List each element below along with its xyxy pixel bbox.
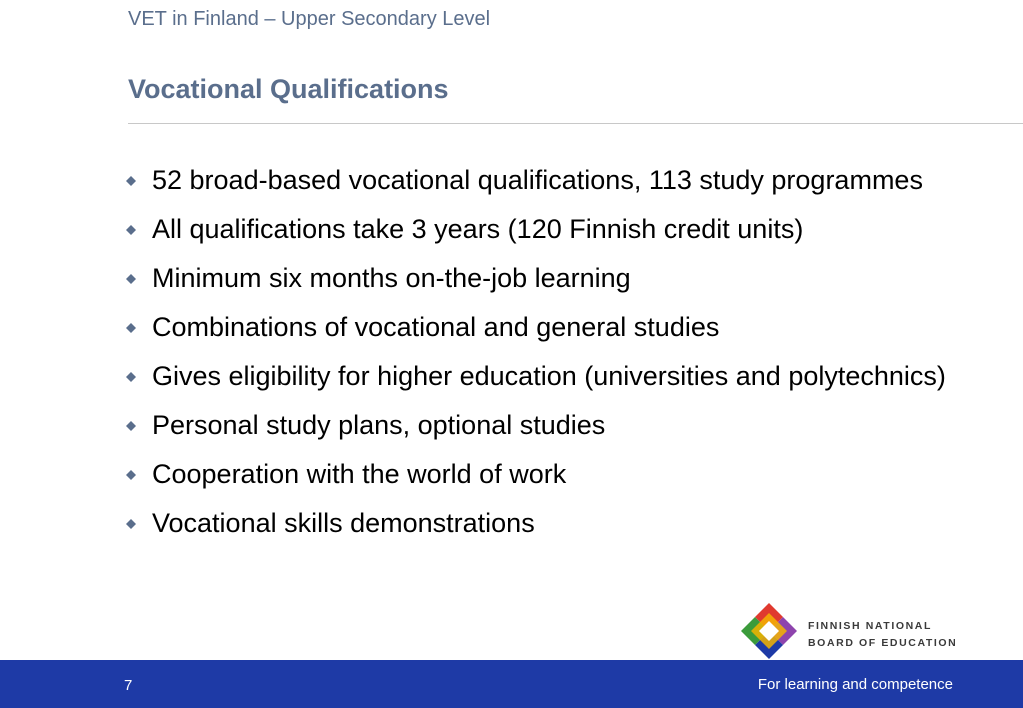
diamond-icon	[126, 372, 136, 382]
logo-text	[808, 618, 957, 652]
bullet-text: Vocational skills demonstrations	[152, 508, 535, 538]
logo-line-1: FINNISH NATIONAL	[808, 620, 932, 632]
bullet-text: All qualifications take 3 years (120 Finnish credit units)	[152, 214, 804, 244]
bullet-item	[124, 411, 1004, 440]
footer-tagline: For learning and competence	[757, 676, 953, 693]
diamond-icon	[126, 274, 136, 284]
page-number: 7	[124, 677, 133, 694]
logo-diamond-icon	[740, 602, 798, 660]
bullet-text: Personal study plans, optional studies	[152, 410, 606, 440]
bullet-text: 52 broad-based vocational qualifications, 113 study programmes	[152, 165, 923, 195]
bullet-list	[124, 166, 1004, 558]
bullet-item	[124, 460, 1004, 489]
diamond-icon	[126, 421, 136, 431]
bullet-item	[124, 362, 1004, 391]
slide-title: Vocational Qualifications	[128, 74, 449, 104]
diamond-icon	[126, 519, 136, 529]
bullet-text: Gives eligibility for higher education (universities and polytechnics)	[152, 361, 946, 391]
bullet-item	[124, 509, 1004, 538]
bullet-item	[124, 166, 1004, 195]
bullet-text: Minimum six months on-the-job learning	[152, 263, 631, 293]
diamond-icon	[126, 225, 136, 235]
board-of-education-logo	[740, 602, 960, 660]
bullet-text: Cooperation with the world of work	[152, 459, 567, 489]
diamond-icon	[126, 176, 136, 186]
slide-top-heading: VET in Finland – Upper Secondary Level	[128, 8, 491, 30]
bullet-text: Combinations of vocational and general studies	[152, 312, 720, 342]
diamond-icon	[126, 470, 136, 480]
logo-line-2: BOARD OF EDUCATION	[808, 637, 958, 649]
bullet-item	[124, 313, 1004, 342]
title-divider	[128, 123, 1023, 124]
bullet-item	[124, 264, 1004, 293]
footer-bar	[0, 660, 1023, 708]
diamond-icon	[126, 323, 136, 333]
bullet-item	[124, 215, 1004, 244]
